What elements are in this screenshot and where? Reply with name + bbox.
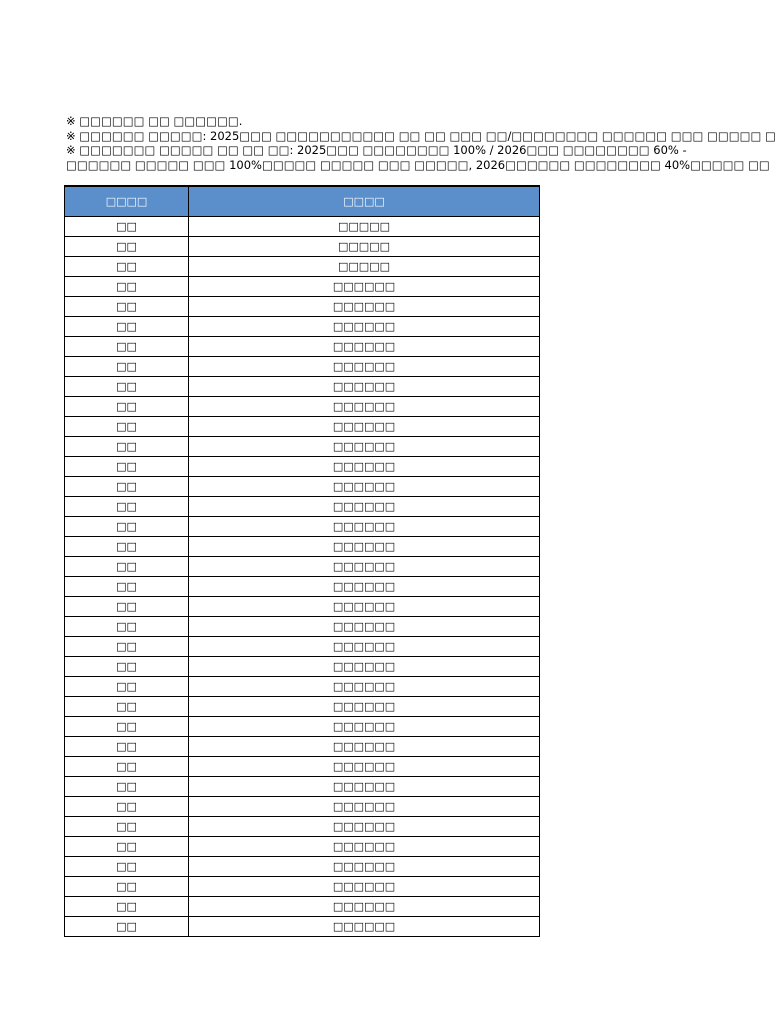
table-cell[interactable]: □□ [65, 517, 189, 537]
note-line: ※ □□□□□□ □□□□□: 2025□□□ □□□□□□□□□□□ □□ □□ □□□ □□/□□□□□□□□ □□□□□□ □□□ □□□□□ □ [66, 128, 776, 143]
table-cell[interactable]: □□□□□□ [189, 537, 540, 557]
table-row [65, 337, 540, 357]
table-row [65, 557, 540, 577]
table-cell[interactable]: □□ [65, 717, 189, 737]
table-row [65, 277, 540, 297]
note-line: ※ □□□□□□ □□ □□□□□□. [66, 114, 243, 128]
table-cell[interactable]: □□ [65, 557, 189, 577]
table-cell[interactable]: □□ [65, 317, 189, 337]
table-header-row [65, 186, 540, 217]
table-cell[interactable]: □□ [65, 757, 189, 777]
table-cell[interactable]: □□□□□□ [189, 397, 540, 417]
table-row [65, 757, 540, 777]
table-cell[interactable]: □□ [65, 897, 189, 917]
table-cell[interactable]: □□ [65, 577, 189, 597]
table-cell[interactable]: □□□□□□ [189, 817, 540, 837]
table-cell[interactable]: □□ [65, 357, 189, 377]
table-cell[interactable]: □□□□□□ [189, 477, 540, 497]
column-header[interactable]: □□□□ [189, 186, 540, 217]
table-row [65, 877, 540, 897]
table-cell[interactable]: □□□□□□ [189, 917, 540, 937]
table-row [65, 617, 540, 637]
table-body [65, 217, 540, 937]
table-row [65, 657, 540, 677]
table-row [65, 637, 540, 657]
table-cell[interactable]: □□ [65, 457, 189, 477]
table-row [65, 677, 540, 697]
table-cell[interactable]: □□ [65, 437, 189, 457]
table-cell[interactable]: □□□□□□ [189, 377, 540, 397]
table-row [65, 917, 540, 937]
table-row [65, 577, 540, 597]
table-cell[interactable]: □□ [65, 877, 189, 897]
table-cell[interactable]: □□ [65, 617, 189, 637]
table-cell[interactable]: □□□□□□ [189, 297, 540, 317]
table-cell[interactable]: □□□□□□ [189, 717, 540, 737]
table-cell[interactable]: □□□□□ [189, 257, 540, 277]
table-cell[interactable]: □□□□□ [189, 237, 540, 257]
table-cell[interactable]: □□ [65, 917, 189, 937]
table-row [65, 377, 540, 397]
table-cell[interactable]: □□□□□□ [189, 697, 540, 717]
table-cell[interactable]: □□□□□□ [189, 737, 540, 757]
table-row [65, 777, 540, 797]
table-row [65, 597, 540, 617]
table-cell[interactable]: □□ [65, 737, 189, 757]
table-cell[interactable]: □□□□□□ [189, 437, 540, 457]
table-row [65, 857, 540, 877]
table-cell[interactable]: □□ [65, 597, 189, 617]
table-cell[interactable]: □□□□□□ [189, 557, 540, 577]
table-cell[interactable]: □□□□□□ [189, 637, 540, 657]
table-cell[interactable]: □□ [65, 217, 189, 237]
table-row [65, 697, 540, 717]
table-row [65, 477, 540, 497]
table-cell[interactable]: □□ [65, 817, 189, 837]
table-cell[interactable]: □□ [65, 537, 189, 557]
table-row [65, 297, 540, 317]
table-cell[interactable]: □□□□□□ [189, 457, 540, 477]
table-cell[interactable]: □□ [65, 237, 189, 257]
table-cell[interactable]: □□ [65, 857, 189, 877]
table-row [65, 457, 540, 477]
table-row [65, 897, 540, 917]
table-cell[interactable]: □□ [65, 397, 189, 417]
table-cell[interactable]: □□ [65, 477, 189, 497]
table-row [65, 317, 540, 337]
table-row [65, 217, 540, 237]
table-row [65, 237, 540, 257]
table-row [65, 417, 540, 437]
table-cell[interactable]: □□ [65, 797, 189, 817]
table-row [65, 437, 540, 457]
table-cell[interactable]: □□ [65, 637, 189, 657]
table-cell[interactable]: □□ [65, 697, 189, 717]
note-line: □□□□□□ □□□□□ □□□ 100%□□□□□ □□□□□ □□□ □□□□□, 2026□□□□□□ □□□□□□□□ 40%□□□□□ □□ [66, 157, 770, 172]
table-cell[interactable]: □□ [65, 677, 189, 697]
table-row [65, 517, 540, 537]
table-cell[interactable]: □□ [65, 337, 189, 357]
table-cell[interactable]: □□ [65, 417, 189, 437]
table-cell[interactable]: □□ [65, 497, 189, 517]
table-cell[interactable]: □□□□□□ [189, 797, 540, 817]
table-cell[interactable]: □□ [65, 377, 189, 397]
table-cell[interactable]: □□□□□□ [189, 657, 540, 677]
table-cell[interactable]: □□ [65, 297, 189, 317]
table-cell[interactable]: □□□□□□ [189, 617, 540, 637]
column-header[interactable]: □□□□ [65, 186, 189, 217]
table-cell[interactable]: □□□□□ [189, 217, 540, 237]
table-cell[interactable]: □□□□□□ [189, 357, 540, 377]
table-cell[interactable]: □□□□□□ [189, 757, 540, 777]
notes-block [66, 114, 776, 172]
table-row [65, 717, 540, 737]
table-cell[interactable]: □□□□□□ [189, 857, 540, 877]
table-cell[interactable]: □□□□□□ [189, 337, 540, 357]
table-row [65, 537, 540, 557]
data-table [64, 185, 540, 937]
table-cell[interactable]: □□□□□□ [189, 777, 540, 797]
table-cell[interactable]: □□ [65, 837, 189, 857]
table-row [65, 817, 540, 837]
table-row [65, 797, 540, 817]
note-line: ※ □□□□□□□ □□□□□ □□ □□ □□: 2025□□□ □□□□□□□□ 100% / 2026□□□ □□□□□□□□ 60% - [66, 143, 687, 157]
table-cell[interactable]: □□□□□□ [189, 497, 540, 517]
table-row [65, 837, 540, 857]
table-row [65, 257, 540, 277]
table-cell[interactable]: □□ [65, 277, 189, 297]
table-cell[interactable]: □□□□□□ [189, 837, 540, 857]
table-cell[interactable]: □□ [65, 657, 189, 677]
table-row [65, 357, 540, 377]
table-cell[interactable]: □□□□□□ [189, 517, 540, 537]
table-cell[interactable]: □□□□□□ [189, 677, 540, 697]
table-cell[interactable]: □□□□□□ [189, 877, 540, 897]
table-row [65, 497, 540, 517]
table-row [65, 737, 540, 757]
table-cell[interactable]: □□□□□□ [189, 417, 540, 437]
table-cell[interactable]: □□□□□□ [189, 897, 540, 917]
table-cell[interactable]: □□ [65, 777, 189, 797]
table-cell[interactable]: □□□□□□ [189, 277, 540, 297]
table-cell[interactable]: □□□□□□ [189, 577, 540, 597]
table-cell[interactable]: □□□□□□ [189, 597, 540, 617]
table-cell[interactable]: □□ [65, 257, 189, 277]
table-cell[interactable]: □□□□□□ [189, 317, 540, 337]
table-row [65, 397, 540, 417]
